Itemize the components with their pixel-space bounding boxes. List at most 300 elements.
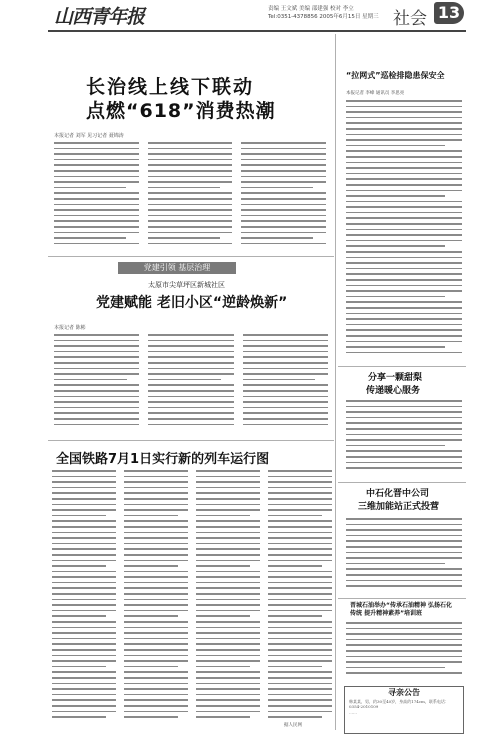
sidebar-item2-subtitle: 三维加能站正式投营 xyxy=(358,502,440,512)
text-line xyxy=(52,632,116,634)
text-line xyxy=(268,481,332,483)
text-line xyxy=(52,498,116,500)
text-line xyxy=(124,666,178,668)
text-line xyxy=(54,164,139,166)
text-line xyxy=(54,424,139,426)
text-line xyxy=(52,688,116,690)
text-line xyxy=(124,470,188,472)
text-line xyxy=(268,632,332,634)
text-line xyxy=(54,356,139,358)
railway-body-text xyxy=(52,470,332,726)
text-line xyxy=(241,237,313,239)
text-line xyxy=(268,677,332,679)
text-line xyxy=(346,128,462,130)
text-line xyxy=(148,226,233,228)
text-line xyxy=(346,628,462,630)
text-line xyxy=(196,498,260,500)
notice-box xyxy=(344,686,464,734)
party-story xyxy=(48,258,334,438)
text-line xyxy=(148,418,233,420)
text-line xyxy=(268,582,332,584)
text-line xyxy=(241,170,326,172)
text-line xyxy=(196,593,260,595)
railway-byline: 据人民网 xyxy=(284,723,302,728)
text-line xyxy=(346,462,462,464)
main-byline: 本报记者 刘军 见习记者 聂锦涛 xyxy=(54,133,124,139)
sidebar-item1-title: 分享一颗甜梨 xyxy=(368,373,423,383)
sidebar-item2-title: 中石化晋中公司 xyxy=(366,489,430,499)
text-line xyxy=(268,705,332,707)
text-line xyxy=(196,560,260,562)
text-line xyxy=(148,181,233,183)
column-divider xyxy=(335,34,336,730)
text-line xyxy=(268,565,322,567)
masthead-meta-line1: 责编 王文斌 美编 邵建强 校对 李立 xyxy=(268,6,354,12)
text-line xyxy=(54,368,139,370)
text-line xyxy=(346,585,462,587)
text-line xyxy=(54,170,139,172)
text-line xyxy=(124,554,188,556)
text-line xyxy=(124,671,188,673)
sidebar-divider-1 xyxy=(338,366,466,367)
text-line xyxy=(52,481,116,483)
text-line xyxy=(346,417,462,419)
text-line xyxy=(54,198,139,200)
text-line xyxy=(268,716,322,718)
text-line xyxy=(124,604,188,606)
text-line xyxy=(148,362,233,364)
text-line xyxy=(196,504,260,506)
text-line xyxy=(52,615,106,617)
text-line xyxy=(268,537,332,539)
text-line xyxy=(346,290,462,292)
text-line xyxy=(346,639,462,641)
sidebar-item3-title: 晋城石油举办“传承石油精神 弘扬石化传统 提升精神素养”培训班 xyxy=(350,602,453,617)
text-line xyxy=(241,187,313,189)
main-body-col3 xyxy=(241,142,326,252)
railway-headline: 全国铁路7月1日实行新的列车运行图 xyxy=(56,452,270,467)
text-line xyxy=(124,560,188,562)
text-line xyxy=(268,543,332,545)
text-line xyxy=(346,178,462,180)
text-line xyxy=(346,439,462,441)
text-line xyxy=(243,396,328,398)
text-line xyxy=(124,688,188,690)
text-line xyxy=(148,209,233,211)
text-line xyxy=(346,268,462,270)
text-line xyxy=(54,148,139,150)
right-byline: 本报记者 李峰 通讯员 李思亮 xyxy=(346,91,405,96)
text-line xyxy=(52,604,116,606)
text-line xyxy=(196,599,260,601)
text-line xyxy=(243,340,328,342)
text-line xyxy=(196,671,260,673)
text-line xyxy=(52,666,106,668)
text-line xyxy=(196,604,260,606)
text-line xyxy=(346,568,462,570)
text-line xyxy=(124,610,188,612)
party-byline: 本报记者 陈彬 xyxy=(54,325,86,331)
text-line xyxy=(241,159,326,161)
text-line xyxy=(346,257,462,259)
text-line xyxy=(52,487,116,489)
text-line xyxy=(268,604,332,606)
masthead-logo: 山西青年报 xyxy=(54,6,145,28)
text-line xyxy=(148,340,233,342)
text-line xyxy=(196,487,260,489)
railway-top-divider xyxy=(48,440,334,441)
text-line xyxy=(268,470,332,472)
text-line xyxy=(148,176,233,178)
text-line xyxy=(346,633,462,635)
text-line xyxy=(54,153,139,155)
text-line xyxy=(243,356,328,358)
text-line xyxy=(196,537,260,539)
text-line xyxy=(54,226,139,228)
text-line xyxy=(196,716,250,718)
text-line xyxy=(54,181,139,183)
text-line xyxy=(148,368,233,370)
text-line xyxy=(196,711,260,713)
text-line xyxy=(124,492,188,494)
text-line xyxy=(52,705,116,707)
text-line xyxy=(346,540,462,542)
text-line xyxy=(346,139,462,141)
text-line xyxy=(268,694,332,696)
text-line xyxy=(124,660,188,662)
text-line xyxy=(148,396,233,398)
text-line xyxy=(268,504,332,506)
text-line xyxy=(196,627,260,629)
text-line xyxy=(196,660,260,662)
text-line xyxy=(196,655,260,657)
text-line xyxy=(124,711,188,713)
text-line xyxy=(268,599,332,601)
text-line xyxy=(196,666,250,668)
text-line xyxy=(346,111,462,113)
text-line xyxy=(346,563,445,565)
party-body-col1 xyxy=(54,334,139,430)
text-line xyxy=(346,296,445,298)
text-line xyxy=(346,672,462,674)
text-line xyxy=(124,716,178,718)
text-line xyxy=(52,643,116,645)
text-line xyxy=(196,481,260,483)
text-line xyxy=(52,683,116,685)
text-line xyxy=(241,164,326,166)
party-body-col3 xyxy=(243,334,328,430)
text-line xyxy=(148,407,233,409)
text-line xyxy=(196,476,260,478)
text-line xyxy=(268,593,332,595)
text-line xyxy=(268,638,332,640)
text-line xyxy=(52,476,116,478)
text-line xyxy=(52,537,116,539)
text-line xyxy=(54,176,139,178)
text-line xyxy=(241,148,326,150)
text-line xyxy=(346,156,462,158)
text-line xyxy=(124,571,188,573)
text-line xyxy=(268,560,332,562)
railway-body-col4 xyxy=(268,470,332,726)
text-line xyxy=(346,262,462,264)
text-line xyxy=(52,504,116,506)
text-line xyxy=(148,243,233,245)
sidebar-item1-body xyxy=(346,400,462,476)
text-line xyxy=(346,279,462,281)
text-line xyxy=(346,341,462,343)
text-line xyxy=(196,571,260,573)
text-line xyxy=(268,515,322,517)
text-line xyxy=(268,621,332,623)
text-line xyxy=(124,593,188,595)
text-line xyxy=(124,615,178,617)
text-line xyxy=(346,106,462,108)
text-line xyxy=(346,145,445,147)
text-line xyxy=(54,159,139,161)
text-line xyxy=(268,492,332,494)
text-line xyxy=(346,400,462,402)
text-line xyxy=(346,234,462,236)
railway-body-col2 xyxy=(124,470,188,726)
party-body-text xyxy=(54,334,328,430)
text-line xyxy=(124,683,188,685)
text-line xyxy=(148,379,221,381)
text-line xyxy=(52,582,116,584)
text-line xyxy=(243,362,328,364)
text-line xyxy=(243,412,328,414)
text-line xyxy=(346,650,462,652)
text-line xyxy=(196,520,260,522)
text-line xyxy=(124,481,188,483)
text-line xyxy=(148,187,220,189)
text-line xyxy=(243,424,328,426)
text-line xyxy=(196,632,260,634)
notice-title: 寻亲公告 xyxy=(388,688,420,697)
text-line xyxy=(124,576,188,578)
text-line xyxy=(52,655,116,657)
text-line xyxy=(196,705,260,707)
text-line xyxy=(346,318,462,320)
party-kicker: 太原市尖草坪区新城社区 xyxy=(148,281,225,289)
text-line xyxy=(52,587,116,589)
text-line xyxy=(346,201,462,203)
text-line xyxy=(52,716,106,718)
text-line xyxy=(196,554,260,556)
text-line xyxy=(268,711,332,713)
text-line xyxy=(268,615,322,617)
main-story xyxy=(48,34,332,256)
text-line xyxy=(124,599,188,601)
text-line xyxy=(196,582,260,584)
text-line xyxy=(52,660,116,662)
text-line xyxy=(54,351,139,353)
text-line xyxy=(346,535,462,537)
text-line xyxy=(196,526,260,528)
text-line xyxy=(346,335,462,337)
text-line xyxy=(268,587,332,589)
text-line xyxy=(54,396,139,398)
sidebar-item3-body xyxy=(346,622,462,680)
text-line xyxy=(54,204,139,206)
text-line xyxy=(241,181,326,183)
text-line xyxy=(243,401,328,403)
text-line xyxy=(196,683,260,685)
text-line xyxy=(124,677,188,679)
main-headline-line1: 长治线上线下联动 xyxy=(86,76,255,98)
text-line xyxy=(196,638,260,640)
text-line xyxy=(268,688,332,690)
text-line xyxy=(346,251,462,253)
text-line xyxy=(196,576,260,578)
text-line xyxy=(52,694,116,696)
sidebar-item-3 xyxy=(338,600,466,684)
text-line xyxy=(268,649,332,651)
text-line xyxy=(196,688,260,690)
text-line xyxy=(54,237,126,239)
railway-story xyxy=(48,444,334,730)
text-line xyxy=(52,593,116,595)
text-line xyxy=(268,627,332,629)
railway-body-col3 xyxy=(196,470,260,726)
text-line xyxy=(268,643,332,645)
text-line xyxy=(346,313,462,315)
railway-body-col1 xyxy=(52,470,116,726)
right-story xyxy=(338,34,466,364)
masthead xyxy=(0,0,480,30)
text-line xyxy=(241,198,326,200)
text-line xyxy=(241,243,326,245)
text-line xyxy=(54,142,139,144)
text-line xyxy=(148,170,233,172)
text-line xyxy=(52,599,116,601)
text-line xyxy=(52,515,106,517)
text-line xyxy=(196,677,260,679)
text-line xyxy=(243,373,328,375)
text-line xyxy=(54,215,139,217)
text-line xyxy=(54,418,139,420)
text-line xyxy=(346,574,462,576)
text-line xyxy=(196,649,260,651)
text-line xyxy=(52,711,116,713)
text-line xyxy=(268,532,332,534)
sidebar-divider-3 xyxy=(338,598,466,599)
text-line xyxy=(124,655,188,657)
text-line xyxy=(268,576,332,578)
page-number: 13 xyxy=(437,3,461,22)
section-name: 社会 xyxy=(393,9,427,29)
text-line xyxy=(52,526,116,528)
text-line xyxy=(268,671,332,673)
sidebar-item1-subtitle: 传递暖心服务 xyxy=(366,386,421,396)
text-line xyxy=(124,643,188,645)
text-line xyxy=(124,565,178,567)
text-line xyxy=(148,198,233,200)
text-line xyxy=(52,576,116,578)
text-line xyxy=(346,223,462,225)
text-line xyxy=(268,660,332,662)
text-line xyxy=(54,390,139,392)
text-line xyxy=(243,351,328,353)
text-line xyxy=(346,217,462,219)
text-line xyxy=(124,632,188,634)
text-line xyxy=(346,456,462,458)
text-line xyxy=(148,334,233,336)
text-line xyxy=(346,122,462,124)
party-top-divider xyxy=(48,256,334,257)
text-line xyxy=(52,699,116,701)
text-line xyxy=(346,150,462,152)
text-line xyxy=(196,587,260,589)
text-line xyxy=(124,587,188,589)
text-line xyxy=(346,346,445,348)
text-line xyxy=(196,643,260,645)
text-line xyxy=(243,345,328,347)
text-line xyxy=(241,232,326,234)
text-line xyxy=(54,192,139,194)
masthead-meta-line2: Tel:0351-4378856 2005年6月15日 星期三 xyxy=(268,14,379,20)
text-line xyxy=(346,352,462,354)
text-line xyxy=(196,543,260,545)
text-line xyxy=(268,520,332,522)
text-line xyxy=(243,334,328,336)
text-line xyxy=(124,515,178,517)
text-line xyxy=(54,401,139,403)
text-line xyxy=(241,220,326,222)
text-line xyxy=(148,384,233,386)
text-line xyxy=(346,445,445,447)
text-line xyxy=(148,192,233,194)
text-line xyxy=(346,450,462,452)
text-line xyxy=(148,373,233,375)
party-banner xyxy=(118,262,236,274)
text-line xyxy=(54,340,139,342)
text-line xyxy=(54,379,127,381)
text-line xyxy=(148,215,233,217)
text-line xyxy=(52,571,116,573)
text-line xyxy=(346,190,462,192)
text-line xyxy=(346,212,462,214)
text-line xyxy=(52,520,116,522)
text-line xyxy=(346,434,462,436)
text-line xyxy=(243,418,328,420)
text-line xyxy=(346,206,462,208)
right-body xyxy=(346,100,462,358)
text-line xyxy=(52,492,116,494)
text-line xyxy=(196,699,260,701)
text-line xyxy=(346,406,462,408)
text-line xyxy=(346,622,462,624)
sidebar-item-1 xyxy=(338,370,466,480)
party-body-col2 xyxy=(148,334,233,430)
text-line xyxy=(243,390,328,392)
text-line xyxy=(54,187,126,189)
text-line xyxy=(346,518,462,520)
main-body-col1 xyxy=(54,142,139,252)
text-line xyxy=(346,273,462,275)
text-line xyxy=(346,467,462,469)
text-line xyxy=(52,677,116,679)
text-line xyxy=(148,390,233,392)
text-line xyxy=(346,117,462,119)
text-line xyxy=(196,621,260,623)
text-line xyxy=(268,699,332,701)
text-line xyxy=(268,610,332,612)
text-line xyxy=(124,498,188,500)
text-line xyxy=(148,237,220,239)
text-line xyxy=(346,100,462,102)
text-line xyxy=(346,162,462,164)
